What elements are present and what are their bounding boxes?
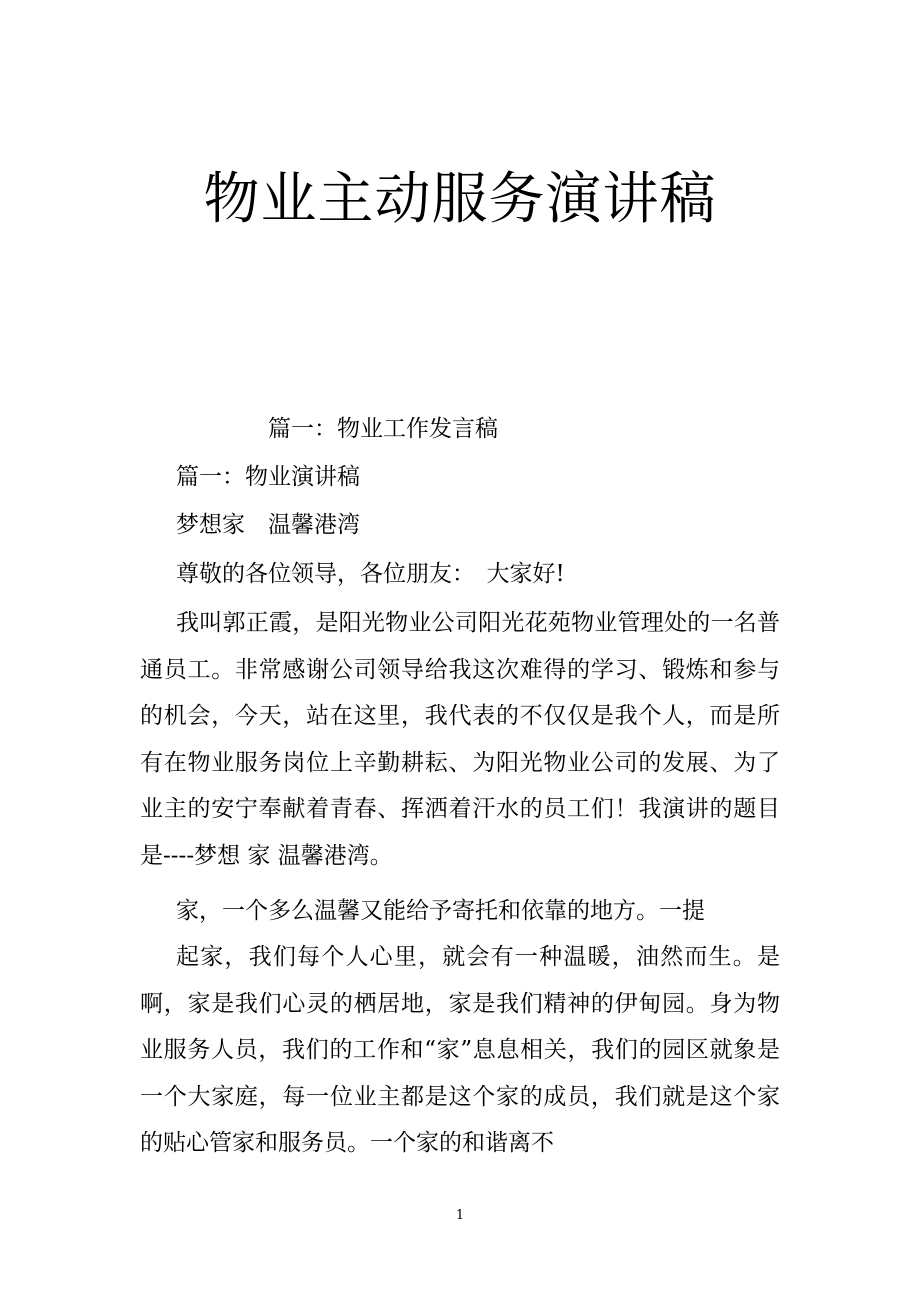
text-line: 篇一：物业演讲稿 (176, 464, 360, 490)
body-paragraph: 家，一个多么温馨又能给予寄托和依靠的地方。一提 (176, 898, 705, 924)
page-number: 1 (455, 1208, 465, 1223)
body-paragraph: 我叫郭正霞，是阳光物业公司阳光花苑物业管理处的一名普通员工。非常感谢公司领导给我这次难得的学习、锻炼和参与的机会，今天，站在这里，我代表的不仅仅是我个人，而是所有在物业服务岗位上辛勤耕耘、为阳光物业公司的发展、为了业主的安宁奉献着青春、挥洒着汗水的员工们！我演讲的题目是----梦想 家 温馨港湾。 (140, 610, 780, 869)
text-line: 梦想家 温馨港湾 (176, 512, 360, 538)
text-line: 尊敬的各位领导，各位朋友： 大家好! (176, 561, 565, 587)
body-paragraph: 起家，我们每个人心里，就会有一种温暖，油然而生。是啊，家是我们心灵的栖居地，家是我们精神的伊甸园。身为物业服务人员，我们的工作和“家”息息相关，我们的园区就象是一个大家庭，每一位业主都是这个家的成员，我们就是这个家的贴心管家和服务员。一个家的和谐离不 (140, 944, 780, 1156)
document-title: 物业主动服务演讲稿 (203, 167, 717, 232)
section-heading: 篇一：物业工作发言稿 (268, 416, 498, 442)
